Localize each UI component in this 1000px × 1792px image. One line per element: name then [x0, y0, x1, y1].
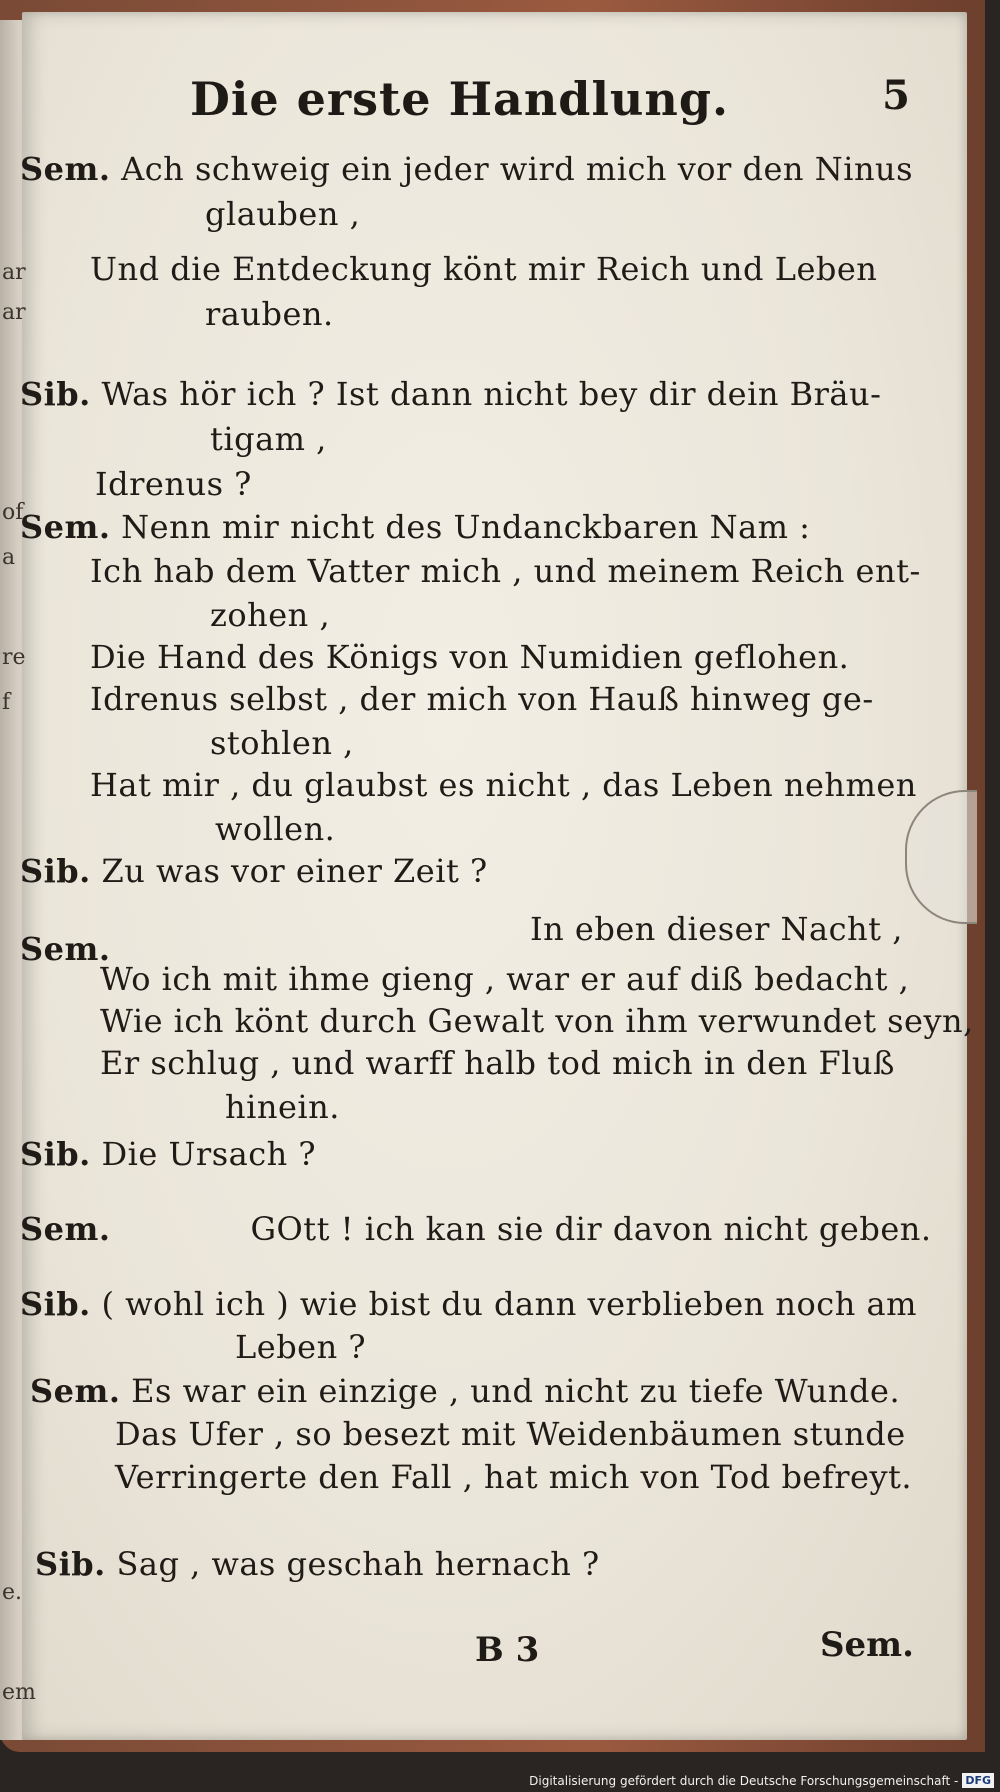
speaker-label: Sib. — [35, 1545, 106, 1583]
text-line — [115, 1415, 906, 1453]
line-text: Idrenus selbst , der mich von Hauß hinweg ge- — [90, 680, 874, 718]
speaker-label: Sem. — [20, 930, 111, 968]
text-line — [30, 1372, 900, 1410]
line-text: Wo ich mit ihme gieng , war er auf diß bedacht , — [100, 960, 910, 998]
text-line — [20, 1285, 917, 1323]
text-line — [35, 1545, 600, 1583]
catchword: Sem. — [820, 1625, 914, 1665]
line-text: Es war ein einzige , und nicht zu tiefe Wunde. — [131, 1372, 901, 1410]
margin-fragment: ar — [2, 300, 26, 325]
speaker-label: Sib. — [20, 1135, 91, 1173]
text-line — [215, 810, 335, 848]
line-text: Nenn mir nicht des Undanckbaren Nam : — [121, 508, 811, 546]
line-text: Die Hand des Königs von Numidien geflohen. — [90, 638, 850, 676]
line-text: Und die Entdeckung könt mir Reich und Leben — [90, 250, 878, 288]
line-text: tigam , — [210, 420, 327, 458]
margin-fragment: f — [2, 690, 11, 715]
line-text: Zu was vor einer Zeit ? — [101, 852, 488, 890]
digitization-credit — [529, 1773, 994, 1788]
text-line — [205, 195, 360, 233]
text-line — [210, 724, 354, 762]
text-line — [20, 852, 488, 890]
speaker-label: Sib. — [20, 852, 91, 890]
line-text: Ich hab dem Vatter mich , und meinem Reich ent- — [90, 552, 921, 590]
line-text: Ach schweig ein jeder wird mich vor den Ninus — [121, 150, 914, 188]
text-line — [90, 638, 849, 676]
text-line — [115, 1458, 912, 1496]
line-text: Wie ich könt durch Gewalt von ihm verwundet seyn, — [100, 1002, 974, 1040]
text-line — [90, 766, 917, 804]
text-line — [20, 150, 913, 188]
line-text: Was hör ich ? Ist dann nicht bey dir dein Bräu- — [101, 375, 882, 413]
text-line — [100, 1044, 895, 1082]
page-number: 5 — [882, 72, 910, 119]
text-line — [210, 596, 330, 634]
text-line — [90, 552, 921, 590]
line-text: hinein. — [225, 1088, 340, 1126]
text-line — [210, 420, 327, 458]
speaker-label: Sem. — [20, 1210, 111, 1248]
dfg-logo: DFG — [962, 1773, 994, 1788]
text-line — [90, 250, 877, 288]
line-text: Idrenus ? — [95, 465, 252, 503]
line-text: stohlen , — [210, 724, 354, 762]
line-text: Er schlug , und warff halb tod mich in den Fluß — [100, 1044, 895, 1082]
credit-text: Digitalisierung gefördert durch die Deutsche Forschungsgemeinschaft - — [529, 1773, 959, 1788]
line-text: rauben. — [205, 295, 334, 333]
text-line — [20, 930, 110, 968]
margin-fragment: e. — [2, 1580, 23, 1605]
text-line — [20, 375, 881, 413]
margin-fragment: ar — [2, 260, 26, 285]
line-text: GOtt ! ich kan sie dir davon nicht geben. — [250, 1210, 932, 1248]
text-line — [205, 295, 334, 333]
line-text: wollen. — [215, 810, 336, 848]
speaker-label: Sib. — [20, 1285, 91, 1323]
text-line — [20, 508, 810, 546]
text-line — [225, 1088, 340, 1126]
line-text: glauben , — [205, 195, 361, 233]
text-line — [235, 1328, 366, 1366]
signature-mark: B 3 — [475, 1630, 540, 1670]
line-text: Verringerte den Fall , hat mich von Tod befreyt. — [115, 1458, 913, 1496]
text-line — [100, 1002, 974, 1040]
text-line — [20, 1210, 932, 1248]
text-line — [95, 465, 252, 503]
speaker-label: Sib. — [20, 375, 91, 413]
speaker-label: Sem. — [30, 1372, 121, 1410]
margin-fragment: re — [2, 645, 26, 670]
line-text: Die Ursach ? — [101, 1135, 317, 1173]
line-text: Leben ? — [235, 1328, 367, 1366]
text-line — [530, 910, 903, 948]
line-text: ( wohl ich ) wie bist du dann verblieben noch am — [101, 1285, 917, 1323]
text-line — [20, 1135, 316, 1173]
margin-fragment: of — [2, 500, 24, 525]
speaker-label: Sem. — [20, 150, 111, 188]
line-text: zohen , — [210, 596, 331, 634]
text-line — [100, 960, 909, 998]
margin-fragment: a — [2, 545, 16, 570]
margin-fragment: em — [2, 1680, 36, 1705]
line-text: In eben dieser Nacht , — [530, 910, 903, 948]
line-text: Sag , was geschah hernach ? — [116, 1545, 600, 1583]
line-text: Hat mir , du glaubst es nicht , das Leben nehmen — [90, 766, 917, 804]
line-text: Das Ufer , so besezt mit Weidenbäumen stunde — [115, 1415, 906, 1453]
speaker-label: Sem. — [20, 508, 111, 546]
page-title: Die erste Handlung. — [190, 72, 729, 126]
text-line — [90, 680, 874, 718]
